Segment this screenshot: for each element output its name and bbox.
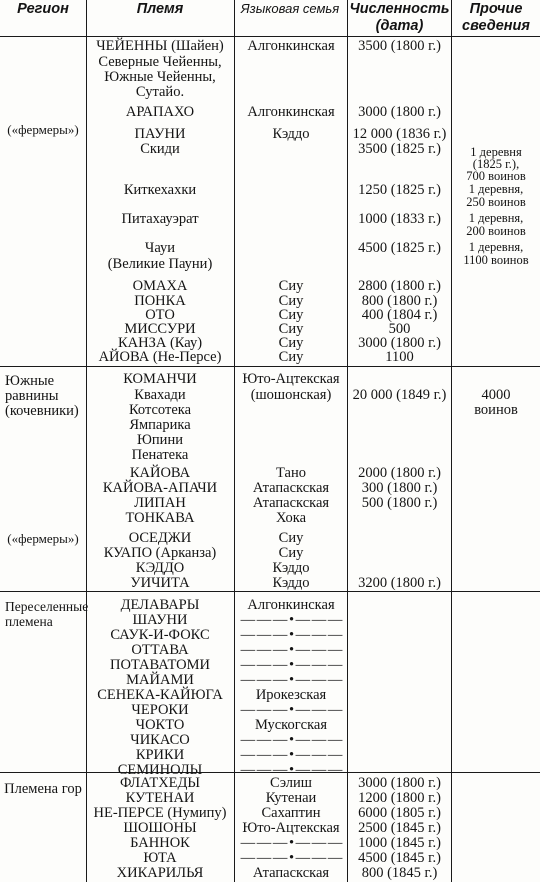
population-cell: 800 (1800 г.) [361, 293, 438, 309]
population-cell: 1000 (1833 г.) [358, 211, 441, 227]
population-cell: 300 (1800 г.) [361, 480, 438, 496]
table-row: КАЙОВА [129, 465, 191, 481]
note-cell: 1 деревня, [468, 240, 524, 254]
ditto-mark: — — — • — — — [240, 702, 342, 718]
table-row: КОМАНЧИ [123, 371, 197, 387]
ditto-mark: — — — • — — — [240, 835, 342, 851]
language-cell: Атапаскская [252, 480, 330, 496]
table-row: АЙОВА (Не-Персе) [98, 349, 222, 365]
language-cell: Кутенаи [265, 790, 317, 806]
table-row: УИЧИТА [130, 575, 190, 591]
population-cell: 2000 (1800 г.) [358, 465, 441, 481]
population-cell: 500 (1800 г.) [361, 495, 438, 511]
population-cell: 3000 (1800 г.) [358, 104, 441, 120]
language-cell: Алгонкинская [247, 597, 335, 613]
language-cell: Сиу [278, 349, 304, 365]
language-cell: Кэддо [272, 560, 310, 576]
population-cell: 3000 (1800 г.) [358, 775, 441, 791]
population-cell: 3500 (1825 г.) [358, 141, 441, 157]
table-row: ФЛАТХЕДЫ [119, 775, 201, 791]
table-row: ЧОКТО [135, 717, 185, 733]
population-cell: 400 (1804 г.) [361, 307, 438, 323]
population-cell: 12 000 (1836 г.) [352, 126, 447, 142]
region-relocated-label: Переселенные племена [5, 599, 89, 629]
header-divider [0, 36, 540, 37]
table-row: СЕНЕКА-КАЙЮГА [97, 687, 223, 703]
table-row: ДЕЛАВАРЫ [120, 597, 200, 613]
table-row: Скиди [140, 141, 180, 157]
region-farmers-label: («фермеры») [7, 531, 79, 546]
header-language: Языковая семья [240, 1, 340, 16]
table-row: ОТО [145, 307, 175, 323]
table-row: Ямпарика [129, 417, 191, 433]
table-row: ОСЕДЖИ [128, 530, 192, 546]
language-cell: Сиу [278, 321, 304, 337]
population-cell: 6000 (1805 г.) [358, 805, 441, 821]
note-cell: 700 воинов [466, 169, 526, 183]
table-row: СЕМИНОЛЫ [117, 762, 203, 778]
population-cell: 2800 (1800 г.) [358, 278, 441, 294]
table-row: ЮТА [143, 850, 177, 866]
ditto-mark: — — — • — — — [240, 747, 342, 763]
language-cell: Сиу [278, 530, 304, 546]
language-cell: Хока [275, 510, 307, 526]
region-farmers-label: («фермеры») [7, 122, 79, 137]
section-divider [0, 366, 540, 367]
table-row: Чауи [144, 240, 176, 256]
header-other: Прочие сведения [462, 1, 530, 34]
table-row: ПАУНИ [134, 126, 186, 142]
ditto-mark: — — — • — — — [240, 612, 342, 628]
language-cell: Кэддо [272, 575, 310, 591]
language-cell: Алгонкинская [247, 104, 335, 120]
population-cell: 800 (1845 г.) [361, 865, 438, 881]
language-cell: Сэлиш [270, 775, 312, 791]
table-row: КУАПО (Арканза) [103, 545, 217, 561]
table-row: ПОНКА [134, 293, 186, 309]
ditto-mark: — — — • — — — [240, 762, 342, 778]
population-cell: 20 000 (1849 г.) [352, 387, 447, 403]
ditto-mark: — — — • — — — [240, 642, 342, 658]
language-cell: Сиу [278, 307, 304, 323]
ditto-mark: — — — • — — — [240, 732, 342, 748]
language-cell: Тано [276, 465, 306, 481]
language-cell: Сиу [278, 545, 304, 561]
population-cell: 3000 (1800 г.) [358, 335, 441, 351]
table-row: БАННОК [130, 835, 190, 851]
population-cell: 1000 (1845 г.) [358, 835, 441, 851]
language-cell: (шошонская) [250, 387, 332, 403]
table-row: МИССУРИ [124, 321, 196, 337]
region-south-plains-label: Южные равнины (кочевники) [5, 373, 79, 419]
table-row: Котсотека [128, 402, 192, 418]
language-cell: Атапаскская [252, 495, 330, 511]
table-row: ШОШОНЫ [123, 820, 197, 836]
table-row: Квахади [134, 387, 186, 403]
table-row: Сутайо. [135, 84, 185, 100]
table-row: КРИКИ [135, 747, 185, 763]
note-cell: 250 воинов [466, 195, 526, 209]
note-cell: 4000 [481, 387, 511, 403]
table-row: Питахауэрат [121, 211, 199, 227]
table-row: ЧЕЙЕННЫ (Шайен) [96, 38, 224, 54]
region-mountain-label: Племена гор [4, 781, 82, 797]
table-row: КАНЗА (Кау) [117, 335, 203, 351]
language-cell: Кэддо [272, 126, 310, 142]
table-row: Киткехахки [123, 182, 197, 198]
population-cell: 4500 (1825 г.) [358, 240, 441, 256]
table-row: Пенатека [131, 447, 189, 463]
section-divider [0, 591, 540, 592]
table-row: НЕ-ПЕРСЕ (Нумипу) [93, 805, 227, 821]
table-row: МАЙАМИ [126, 672, 194, 688]
population-cell: 1200 (1800 г.) [358, 790, 441, 806]
ditto-mark: — — — • — — — [240, 657, 342, 673]
language-cell: Юто-Ацтекская [242, 820, 340, 836]
note-cell: 1100 воинов [463, 253, 529, 267]
table-row: КЭДДО [135, 560, 185, 576]
ditto-mark: — — — • — — — [240, 627, 342, 643]
table-row: АРАПАХО [125, 104, 195, 120]
note-cell: 200 воинов [466, 224, 526, 238]
table-row: Юпини [137, 432, 183, 448]
language-cell: Ирокезская [255, 687, 327, 703]
table-row: ПОТАВАТОМИ [109, 657, 210, 673]
population-cell: 3200 (1800 г.) [358, 575, 441, 591]
note-cell: 1 деревня, [468, 182, 524, 196]
population-cell: 2500 (1845 г.) [358, 820, 441, 836]
population-cell: 1250 (1825 г.) [358, 182, 441, 198]
table-row: ОТТАВА [131, 642, 189, 658]
language-cell: Сиу [278, 335, 304, 351]
ditto-mark: — — — • — — — [240, 672, 342, 688]
header-population: Численность (дата) [349, 1, 450, 34]
table-row: САУК-И-ФОКС [110, 627, 210, 643]
table-row: КУТЕНАИ [125, 790, 195, 806]
column-divider [451, 0, 452, 882]
population-cell: 500 [388, 321, 411, 337]
population-cell: 3500 (1800 г.) [358, 38, 441, 54]
language-cell: Атапаскская [252, 865, 330, 881]
population-cell: 1100 [385, 349, 414, 365]
table-row: КАЙОВА-АПАЧИ [102, 480, 218, 496]
header-tribe: Племя [136, 1, 184, 17]
table-row: ЛИПАН [134, 495, 186, 511]
table-row: ХИКАРИЛЬЯ [116, 865, 204, 881]
table-row: ЧИКАСО [130, 732, 190, 748]
ditto-mark: — — — • — — — [240, 850, 342, 866]
table-row: Северные Чейенны, [98, 54, 222, 70]
population-cell: 4500 (1845 г.) [358, 850, 441, 866]
language-cell: Сахаптин [261, 805, 321, 821]
table-row: ТОНКАВА [125, 510, 195, 526]
header-region: Регион [17, 1, 69, 17]
language-cell: Юто-Ацтекская [242, 371, 340, 387]
language-cell: Алгонкинская [247, 38, 335, 54]
note-cell: (1825 г.), [472, 157, 520, 171]
table-row: (Великие Пауни) [107, 256, 213, 272]
table-row: ОМАХА [132, 278, 188, 294]
note-cell: 1 деревня [470, 145, 522, 159]
language-cell: Мускогская [254, 717, 328, 733]
table-row: ШАУНИ [132, 612, 188, 628]
table-row: ЧЕРОКИ [131, 702, 189, 718]
table-row: Южные Чейенны, [104, 69, 216, 85]
note-cell: воинов [474, 402, 518, 418]
note-cell: 1 деревня, [468, 211, 524, 225]
language-cell: Сиу [278, 293, 304, 309]
language-cell: Сиу [278, 278, 304, 294]
